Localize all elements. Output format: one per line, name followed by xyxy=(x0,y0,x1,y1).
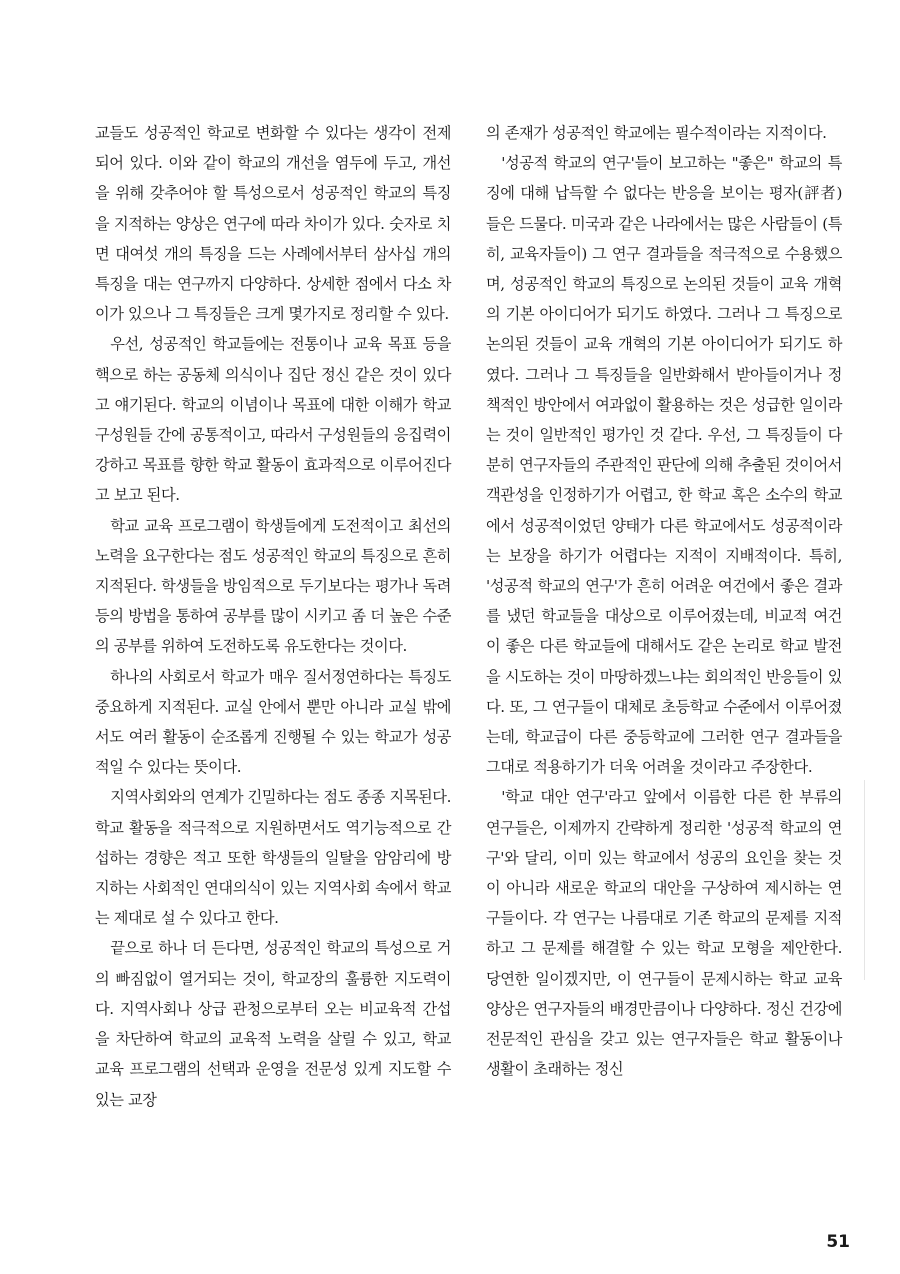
paragraph: 교들도 성공적인 학교로 변화할 수 있다는 생각이 전제되어 있다. 이와 같이 학교의 개선을 염두에 두고, 개선을 위해 갖추어야 할 특성으로서 성공적인 학교의 특징을 지적하는 양상은 연구에 따라 차이가 있다. 숫자로 치면 대여섯 개의 특징을 드는 사례에서부터 삼사십 개의 특징을 대는 연구까지 다양하다. 상세한 점에서 다소 차이가 있으나 그 특징들은 크게 몇가지로 정리할 수 있다. xyxy=(95,124,451,324)
left-column xyxy=(95,118,451,1115)
margin-rule xyxy=(864,780,865,980)
paragraph: 하나의 사회로서 학교가 매우 질서정연하다는 특징도 중요하게 지적된다. 교실 안에서 뿐만 아니라 교실 밖에서도 여러 활동이 순조롭게 진행될 수 있는 학교가 성공적일 수 있다는 뜻이다. xyxy=(95,667,451,777)
paragraph: 학교 교육 프로그램이 학생들에게 도전적이고 최선의 노력을 요구한다는 점도 성공적인 학교의 특징으로 흔히 지적된다. 학생들을 방임적으로 두기보다는 평가나 독려 등의 방법을 통하여 공부를 많이 시키고 좀 더 높은 수준의 공부를 위하여 도전하도록 유도한다는 것이다. xyxy=(95,516,451,656)
paragraph: 우선, 성공적인 학교들에는 전통이나 교육 목표 등을 핵으로 하는 공동체 의식이나 집단 정신 같은 것이 있다고 얘기된다. 학교의 이념이나 목표에 대한 이해가 학교 구성원들 간에 공통적이고, 따라서 구성원들의 응집력이 강하고 목표를 향한 학교 활동이 효과적으로 이루어진다고 보고 된다. xyxy=(95,335,451,505)
paragraph: '학교 대안 연구'라고 앞에서 이름한 다른 한 부류의 연구들은, 이제까지 간략하게 정리한 '성공적 학교의 연구'와 달리, 이미 있는 학교에서 성공의 요인을 찾는 것이 아니라 새로운 학교의 대안을 구상하여 제시하는 연구들이다. 각 연구는 나름대로 기존 학교의 문제를 지적하고 그 문제를 해결할 수 있는 학교 모형을 제안한다. 당연한 일이겠지만, 이 연구들이 문제시하는 학교 교육 양상은 연구자들의 배경만큼이나 다양하다. 정신 건강에 전문적인 관심을 갖고 있는 연구자들은 학교 활동이나 생활이 초래하는 정신 xyxy=(486,788,842,1079)
paragraph: 끝으로 하나 더 든다면, 성공적인 학교의 특성으로 거의 빠짐없이 열거되는 것이, 학교장의 훌륭한 지도력이다. 지역사회나 상급 관청으로부터 오는 비교육적 간섭을 차단하여 학교의 교육적 노력을 살릴 수 있고, 학교 교육 프로그램의 선택과 운영을 전문성 있게 지도할 수 있는 교장 xyxy=(95,939,451,1109)
right-column xyxy=(486,118,842,1085)
paragraph: 의 존재가 성공적인 학교에는 필수적이라는 지적이다. xyxy=(486,124,827,142)
paragraph: '성공적 학교의 연구'들이 보고하는 "좋은" 학교의 특징에 대해 납득할 수 없다는 반응을 보이는 평자(評者)들은 드물다. 미국과 같은 나라에서는 많은 사람들이 (특히, 교육자들이) 그 연구 결과들을 적극적으로 수용했으며, 성공적인 학교의 특징으로 논의된 것들이 교육 개혁의 기본 아이디어가 되기도 하였다. 그러나 그 특징으로 논의된 것들이 교육 개혁의 기본 아이디어가 되기도 하였다. 그러나 그 특징들을 일반화해서 받아들이거나 정책적인 방안에서 여과없이 활용하는 것은 성급한 일이라는 것이 일반적인 평가인 것 같다. 우선, 그 특징들이 다분히 연구자들의 주관적인 판단에 의해 추출된 것이어서 객관성을 인정하기가 어렵고, 한 학교 혹은 소수의 학교에서 성공적이었던 양태가 다른 학교에서도 성공적이라는 보장을 하기가 어렵다는 지적이 지배적이다. 특히, '성공적 학교의 연구'가 흔히 어려운 여건에서 좋은 결과를 냈던 학교들을 대상으로 이루어졌는데, 비교적 여건이 좋은 다른 학교들에 대해서도 같은 논리로 학교 발전을 시도하는 것이 마땅하겠느냐는 회의적인 반응들이 있다. 또, 그 연구들이 대체로 초등학교 수준에서 이루어졌는데, 학교급이 다른 중등학교에 그러한 연구 결과들을 그대로 적용하기가 더욱 어려울 것이라고 주장한다. xyxy=(486,154,842,777)
paragraph: 지역사회와의 연계가 긴밀하다는 점도 종종 지목된다. 학교 활동을 적극적으로 지원하면서도 역기능적으로 간섭하는 경향은 적고 또한 학생들의 일탈을 암암리에 방지하는 사회적인 연대의식이 있는 지역사회 속에서 학교는 제대로 설 수 있다고 한다. xyxy=(95,788,451,928)
page-number: 51 xyxy=(826,1232,850,1252)
